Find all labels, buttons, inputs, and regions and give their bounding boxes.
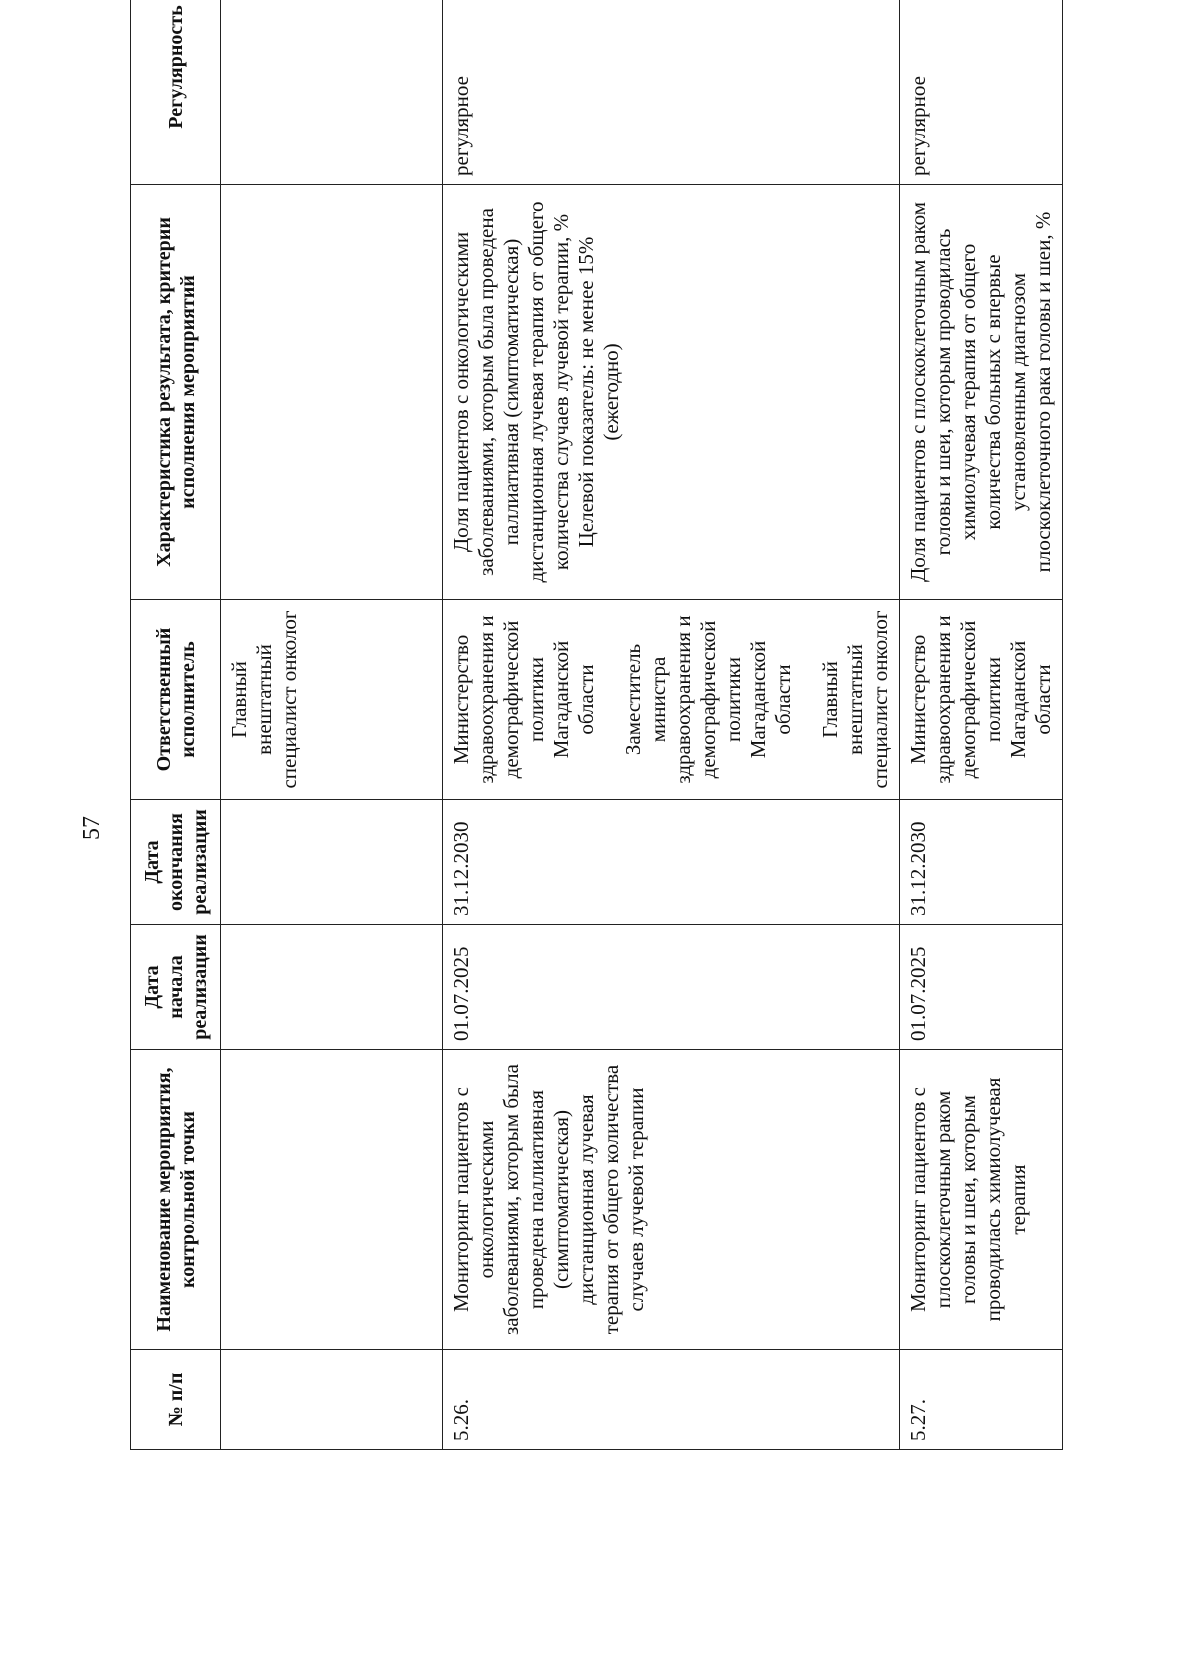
- header-end: Дата окончания реализации: [131, 800, 221, 925]
- row-regularity: [221, 0, 443, 185]
- table-row: [443, 0, 900, 1450]
- header-num: № п/п: [131, 1350, 221, 1450]
- responsible-entry: Министерство здравоохранения и демографической политики Магаданской области: [906, 615, 1055, 784]
- page-number: 57: [79, 816, 105, 840]
- header-regularity: Регулярность: [131, 0, 221, 185]
- row-responsible: [443, 600, 900, 800]
- table-row: [900, 0, 1063, 1450]
- row-result: Доля пациентов с плоскоклеточным раком головы и шеи, которым проводилась химиолучевая терапия от общего количества больных с впервые установленным диагнозом плоскоклеточного рака головы и шеи, %: [900, 185, 1063, 600]
- row-result: [221, 185, 443, 600]
- responsible-entry: Главный внештатный специалист онколог: [818, 610, 892, 789]
- row-name: Мониторинг пациентов с онкологическими заболеваниями, которым была проведена паллиативная (симптоматическая) дистанционная лучевая терапия от общего количества случаев лучевой терапии: [443, 1050, 900, 1350]
- row-name: [221, 1050, 443, 1350]
- header-row: [131, 0, 221, 1450]
- row-end: [221, 800, 443, 925]
- responsible-entry: Министерство здравоохранения и демографической политики Магаданской области: [449, 615, 598, 784]
- row-num: 5.27.: [900, 1350, 1063, 1450]
- header-result: Характеристика результата, критерии исполнения мероприятий: [131, 185, 221, 600]
- header-responsible: Ответственный исполнитель: [131, 600, 221, 800]
- row-responsible: [900, 600, 1063, 800]
- row-start: 01.07.2025: [443, 925, 900, 1050]
- row-regularity: регулярное: [443, 0, 900, 185]
- row-regularity: регулярное: [900, 0, 1063, 185]
- responsible-entry: Главный внештатный специалист онколог: [227, 610, 301, 789]
- row-responsible: [221, 600, 443, 800]
- row-start: 01.07.2025: [900, 925, 1063, 1050]
- row-num: [221, 1350, 443, 1450]
- row-end: 31.12.2030: [443, 800, 900, 925]
- row-start: [221, 925, 443, 1050]
- table-row: [221, 0, 443, 1450]
- header-start: Дата начала реализации: [131, 925, 221, 1050]
- row-end: 31.12.2030: [900, 800, 1063, 925]
- row-num: 5.26.: [443, 1350, 900, 1450]
- plan-table: [130, 0, 1063, 1450]
- responsible-entry: Заместитель министра здравоохранения и демографической политики Магаданской области: [621, 615, 795, 784]
- rotated-table-frame: [130, 0, 1078, 1450]
- row-name: Мониторинг пациентов с плоскоклеточным раком головы и шеи, которым проводилась химиолучевая терапия: [900, 1050, 1063, 1350]
- header-name: Наименование мероприятия, контрольной точки: [131, 1050, 221, 1350]
- row-result: Доля пациентов с онкологическими заболеваниями, которым была проведена паллиативная (симптоматическая) дистанционная лучевая терапия от общего количества случаев лучевой терапии, % Целевой показатель: не менее 15% (ежегодно): [443, 185, 900, 600]
